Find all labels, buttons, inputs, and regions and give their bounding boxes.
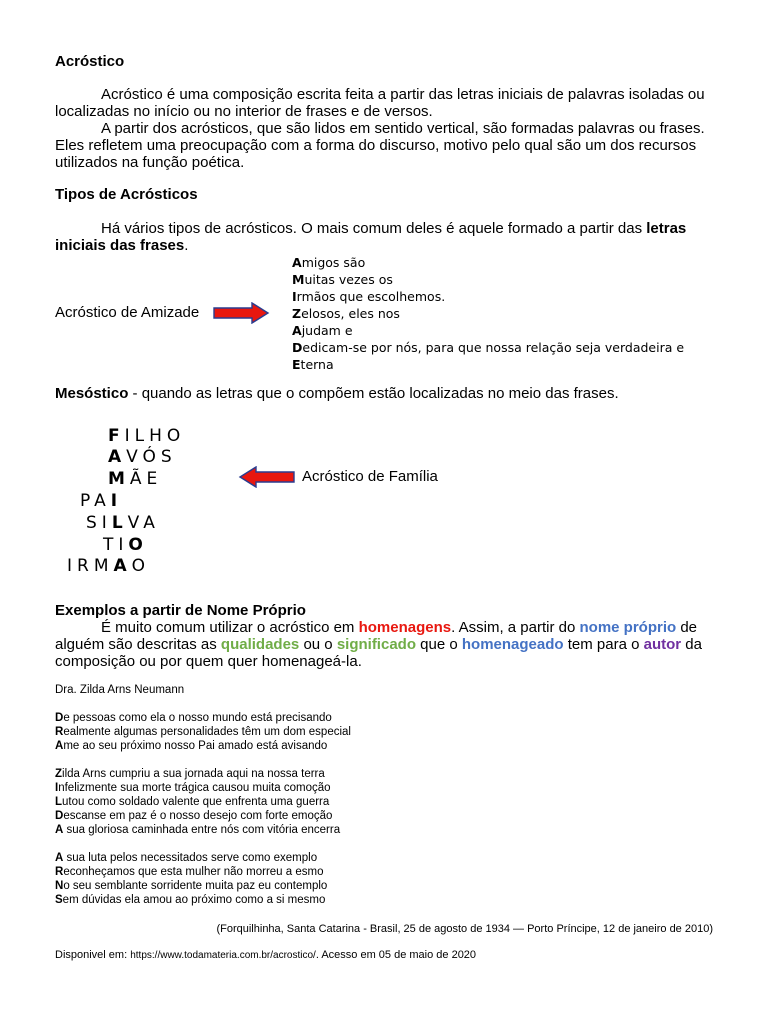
familia-line: SILVA (86, 513, 160, 533)
intro-paragraph-2: A partir dos acrósticos, que são lidos em sentido vertical, são formadas palavras ou frases. Eles refletem uma preocupação com a forma do discurso, motivo pelo qual são um dos recursos utilizados na função poética. (55, 120, 705, 171)
poem-line: Sem dúvidas ela amou ao próximo como a si mesmo (55, 894, 326, 906)
exemplos-paragraph: É muito comum utilizar o acróstico em homenagens. Assim, a partir do nome próprio de alguém são descritas as qualidades ou o significado que o homenageado tem para o autor da composição ou por quem quer homenageá-la. (55, 619, 702, 670)
familia-line: PAI (80, 491, 123, 511)
poem-line: Realmente algumas personalidades têm um dom especial (55, 726, 351, 738)
amizade-line: Eterna (292, 357, 334, 372)
arrow-left-icon (236, 466, 296, 488)
intro-paragraph-1: Acróstico é uma composição escrita feita a partir das letras iniciais de palavras isoladas ou localizadas no início ou no interior de frases e de versos. (55, 86, 705, 120)
familia-line: MÃE (108, 469, 163, 489)
poem-line: Descanse em paz é o nosso desejo com forte emoção (55, 810, 333, 822)
poem-title: Dra. Zilda Arns Neumann (55, 684, 185, 696)
poem-line: A sua gloriosa caminhada entre nós com vitória encerra (55, 824, 341, 836)
poem-stanza (55, 851, 327, 907)
tipos-paragraph: Há vários tipos de acrósticos. O mais comum deles é aquele formado a partir das letras iniciais das frases. (55, 220, 687, 254)
poem-line: A sua luta pelos necessitados serve como exemplo (55, 852, 318, 864)
source-link[interactable]: https://www.todamateria.com.br/acrostico/ (130, 950, 316, 961)
mesostico-definition: Mesóstico - quando as letras que o compõem estão localizadas no meio das frases. (55, 385, 619, 402)
amizade-poem (292, 254, 684, 373)
source-footer: Disponivel em: https://www.todamateria.com.br/acrostico/. Acesso em 05 de maio de 2020 (55, 949, 477, 961)
poem-stanza (55, 711, 351, 753)
amizade-line: Ajudam e (292, 323, 353, 338)
amizade-line: Muitas vezes os (292, 272, 393, 287)
amizade-label: Acróstico de Amizade (55, 304, 200, 321)
amizade-line: Irmãos que escolhemos. (292, 289, 446, 304)
poem-line: Lutou como soldado valente que enfrenta uma guerra (55, 796, 330, 808)
amizade-line: Dedicam-se por nós, para que nossa relação seja verdadeira e (292, 340, 685, 355)
poem-line: Ame ao seu próximo nosso Pai amado está avisando (55, 740, 328, 752)
arrow-right-icon (212, 302, 270, 324)
poem-line: De pessoas como ela o nosso mundo está precisando (55, 712, 332, 724)
poem-caption: (Forquilhinha, Santa Catarina - Brasil, 25 de agosto de 1934 — Porto Príncipe, 12 de janeiro de 2010) (216, 923, 713, 935)
page-title: Acróstico (55, 53, 125, 70)
familia-line: AVÓS (108, 447, 177, 467)
poem-stanza (55, 767, 340, 837)
familia-label: Acróstico de Família (302, 468, 438, 485)
familia-line: TIO (103, 535, 148, 555)
poem-line: No seu semblante sorridente muita paz eu contemplo (55, 880, 328, 892)
familia-line: FILHO (108, 426, 186, 446)
poem-line: Infelizmente sua morte trágica causou muita comoção (55, 782, 331, 794)
amizade-line: Zelosos, eles nos (292, 306, 400, 321)
amizade-line: Amigos são (292, 255, 366, 270)
poem-line: Zilda Arns cumpriu a sua jornada aqui na nossa terra (55, 768, 325, 780)
familia-line: IRMAO (67, 556, 151, 576)
exemplos-heading: Exemplos a partir de Nome Próprio (55, 602, 306, 619)
poem-line: Reconheçamos que esta mulher não morreu a esmo (55, 866, 324, 878)
tipos-heading: Tipos de Acrósticos (55, 186, 198, 203)
